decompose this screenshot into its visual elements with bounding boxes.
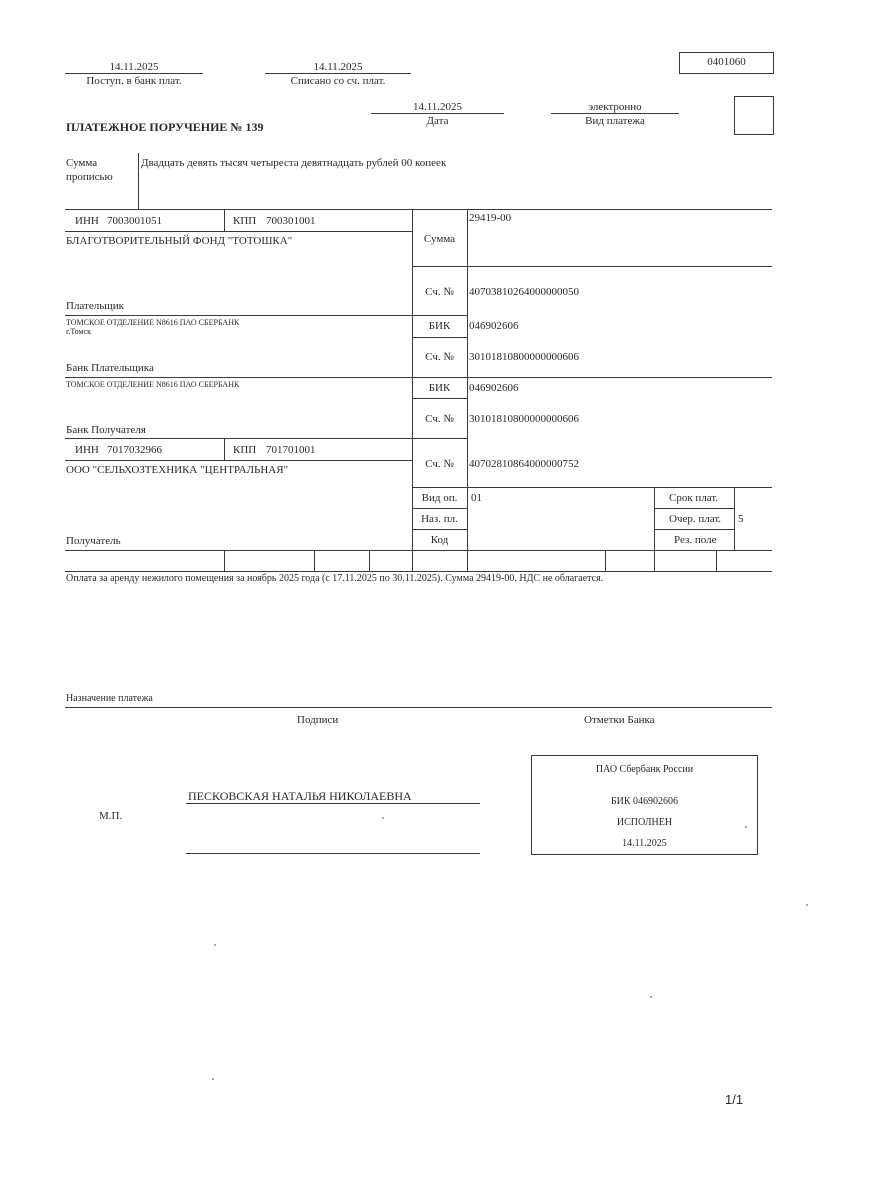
grid-line	[65, 550, 772, 551]
payer-name: БЛАГОТВОРИТЕЛЬНЫЙ ФОНД "ТОТОШКА"	[66, 235, 293, 247]
amount-words-value: Двадцать девять тысяч четыреста девятнадцать рублей 00 копеек	[141, 157, 447, 169]
payer-bank-label: Банк Плательщика	[66, 362, 154, 374]
received-label: Поступ. в банк плат.	[86, 75, 182, 87]
grid-line	[716, 550, 717, 571]
payee-inn-label: ИНН	[75, 444, 99, 456]
grid-line	[734, 487, 735, 550]
payment-type-line	[551, 113, 679, 114]
payer-bank-bik-label: БИК	[428, 320, 451, 332]
grid-line	[412, 508, 467, 509]
grid-line	[654, 508, 734, 509]
payer-account-label: Сч. №	[425, 286, 454, 298]
payer-bank-bik: 046902606	[469, 320, 519, 332]
grid-line	[654, 529, 734, 530]
scan-speck	[806, 904, 808, 906]
payee-bank-label: Банк Получателя	[66, 424, 146, 436]
payer-inn: 7003001051	[107, 215, 162, 227]
grid-line	[314, 550, 315, 571]
payment-type: электронно	[588, 101, 642, 113]
purpose-text: Оплата за аренду нежилого помещения за ноябрь 2025 года (с 17.11.2025 по 30.11.2025). Сумма 29419-00. НДС не облагается.	[66, 573, 604, 584]
priority-value: 5	[738, 513, 744, 525]
document-date-label: Дата	[426, 115, 449, 127]
document-title: ПЛАТЕЖНОЕ ПОРУЧЕНИЕ № 139	[66, 120, 264, 134]
grid-line	[65, 377, 772, 378]
grid-line	[65, 571, 772, 572]
debited-label: Списано со сч. плат.	[290, 75, 386, 87]
grid-line	[412, 398, 467, 399]
grid-line	[467, 209, 468, 571]
blank-square-box	[734, 96, 774, 135]
payer-bank-account: 30101810800000000606	[469, 351, 579, 363]
grid-line	[654, 487, 655, 571]
payee-account: 40702810864000000752	[469, 458, 579, 470]
stamp-status: ИСПОЛНЕН	[616, 817, 673, 828]
scan-speck	[745, 826, 747, 828]
stamp-date: 14.11.2025	[622, 838, 667, 849]
grid-line	[65, 209, 772, 210]
page-number: 1/1	[725, 1092, 744, 1107]
payee-bank-bik: 046902606	[469, 382, 519, 394]
grid-line	[224, 550, 225, 571]
grid-line	[65, 315, 467, 316]
scan-speck	[212, 1078, 214, 1080]
stamp-bik: БИК 046902606	[610, 796, 679, 807]
received-date: 14.11.2025	[109, 61, 159, 73]
grid-line	[412, 487, 772, 488]
payee-bank-bik-label: БИК	[428, 382, 451, 394]
grid-line	[224, 209, 225, 231]
received-date-line	[65, 73, 203, 74]
payer-bank-city: г.Томск	[66, 327, 92, 336]
code-label: Код	[430, 534, 449, 546]
payee-name: ООО "СЕЛЬХОЗТЕХНИКА "ЦЕНТРАЛЬНАЯ"	[66, 464, 289, 476]
grid-line	[605, 550, 606, 571]
payee-bank-account-label: Сч. №	[425, 413, 454, 425]
payee-label: Получатель	[66, 535, 121, 547]
grid-line	[412, 337, 467, 338]
scan-speck	[650, 996, 652, 998]
grid-line	[412, 266, 772, 267]
payer-bank-account-label: Сч. №	[425, 351, 454, 363]
grid-line	[224, 438, 225, 460]
signature-line-2	[186, 853, 480, 854]
form-code: 0401060	[707, 56, 746, 68]
operation-type-value: 01	[471, 492, 482, 504]
grid-line	[65, 438, 467, 439]
amount-label: Сумма	[423, 233, 456, 245]
payee-bank-account: 30101810800000000606	[469, 413, 579, 425]
payer-inn-label: ИНН	[75, 215, 99, 227]
payment-type-label: Вид платежа	[585, 115, 645, 127]
payee-bank-name: ТОМСКОЕ ОТДЕЛЕНИЕ N8616 ПАО СБЕРБАНК	[66, 380, 240, 389]
purpose-code-label: Наз. пл.	[421, 513, 458, 525]
purpose-label: Назначение платежа	[66, 693, 153, 704]
payer-account: 40703810264000000050	[469, 286, 579, 298]
signer-name: ПЕСКОВСКАЯ НАТАЛЬЯ НИКОЛАЕВНА	[188, 789, 412, 803]
debited-date-line	[265, 73, 411, 74]
payer-bank-name: ТОМСКОЕ ОТДЕЛЕНИЕ N8616 ПАО СБЕРБАНК	[66, 318, 240, 327]
document-date: 14.11.2025	[412, 101, 463, 113]
bank-marks-label: Отметки Банка	[584, 714, 655, 726]
operation-type-label: Вид оп.	[421, 492, 458, 504]
payee-kpp: 701701001	[266, 444, 316, 456]
signatures-label: Подписи	[297, 714, 339, 726]
stamp-bank: ПАО Сбербанк России	[595, 764, 694, 775]
scan-speck	[214, 944, 216, 946]
due-label: Срок плат.	[669, 492, 719, 504]
grid-line	[412, 529, 467, 530]
payer-kpp: 700301001	[266, 215, 316, 227]
amount-words-divider	[138, 153, 139, 209]
payer-kpp-label: КПП	[233, 215, 257, 227]
reserve-label: Рез. поле	[674, 534, 717, 546]
purpose-line	[65, 707, 772, 708]
priority-label: Очер. плат.	[669, 513, 722, 525]
payee-account-label: Сч. №	[425, 458, 454, 470]
grid-line	[65, 231, 412, 232]
document-date-line	[371, 113, 504, 114]
grid-line	[65, 460, 412, 461]
amount-value: 29419-00	[469, 212, 512, 224]
debited-date: 14.11.2025	[313, 61, 363, 73]
scan-speck	[382, 817, 384, 819]
grid-line	[369, 550, 370, 571]
stamp-label: М.П.	[99, 810, 123, 822]
payee-inn: 7017032966	[107, 444, 162, 456]
payer-label: Плательщик	[66, 300, 124, 312]
payee-kpp-label: КПП	[233, 444, 257, 456]
amount-words-label: Сумма прописью	[66, 157, 113, 183]
signature-line-1	[186, 803, 480, 804]
